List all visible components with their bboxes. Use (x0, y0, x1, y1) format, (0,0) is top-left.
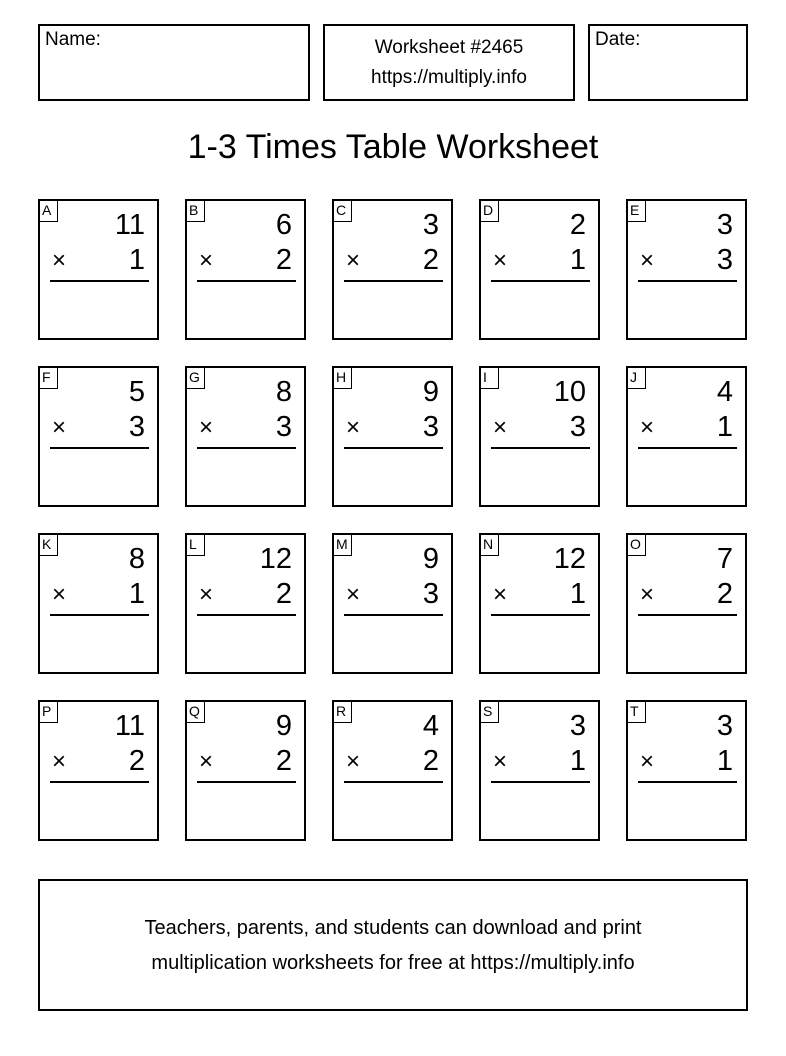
multiply-sign: × (640, 748, 655, 775)
multiply-sign: × (346, 414, 361, 441)
multiplicand: 3 (716, 209, 733, 241)
multiplicand: 8 (275, 376, 292, 408)
date-label: Date: (595, 29, 641, 50)
footer-text-line-2: multiplication worksheets for free at https://multiply.info (151, 952, 635, 974)
multiplicand: 4 (422, 710, 439, 742)
multiplier: 2 (275, 578, 292, 610)
answer-line (344, 781, 443, 783)
multiplier: 3 (716, 244, 733, 276)
multiply-sign: × (199, 247, 214, 274)
problem-label: R (334, 702, 352, 723)
problem-card[interactable] (626, 199, 747, 340)
multiply-sign: × (640, 414, 655, 441)
answer-line (50, 781, 149, 783)
multiplicand: 5 (128, 376, 145, 408)
multiplicand: 12 (553, 543, 586, 575)
answer-line (638, 280, 737, 282)
problem-label: T (628, 702, 646, 723)
problem-label: D (481, 201, 499, 222)
problem-label: M (334, 535, 352, 556)
multiplier: 2 (275, 745, 292, 777)
multiply-sign: × (346, 247, 361, 274)
answer-line (344, 447, 443, 449)
problem-label: C (334, 201, 352, 222)
worksheet-number: Worksheet #2465 (374, 37, 524, 58)
answer-line (491, 447, 590, 449)
multiply-sign: × (199, 748, 214, 775)
multiply-sign: × (346, 581, 361, 608)
problem-card[interactable] (185, 700, 306, 841)
multiplier: 1 (128, 244, 145, 276)
name-label: Name: (45, 29, 101, 50)
problem-card[interactable] (185, 533, 306, 674)
multiplier: 3 (422, 578, 439, 610)
problem-card[interactable] (479, 366, 600, 507)
multiplicand: 11 (114, 710, 145, 742)
multiply-sign: × (199, 581, 214, 608)
problem-card[interactable] (479, 533, 600, 674)
problem-card[interactable] (185, 199, 306, 340)
problem-label: H (334, 368, 352, 389)
problem-label: O (628, 535, 646, 556)
answer-line (50, 614, 149, 616)
multiply-sign: × (493, 748, 508, 775)
multiplier: 2 (716, 578, 733, 610)
problem-card[interactable] (38, 366, 159, 507)
multiply-sign: × (52, 247, 67, 274)
problem-label: L (187, 535, 205, 556)
multiplicand: 3 (716, 710, 733, 742)
problem-label: F (40, 368, 58, 389)
multiplicand: 4 (716, 376, 733, 408)
problem-label: B (187, 201, 205, 222)
multiplicand: 10 (553, 376, 586, 408)
multiplier: 1 (569, 745, 586, 777)
problem-label: S (481, 702, 499, 723)
worksheet-url[interactable]: https://multiply.info (371, 67, 527, 88)
date-field-box[interactable] (588, 24, 748, 101)
problem-label: Q (187, 702, 205, 723)
problem-card[interactable] (185, 366, 306, 507)
multiply-sign: × (199, 414, 214, 441)
worksheet-info-box (323, 24, 575, 101)
multiplicand: 9 (422, 376, 439, 408)
problem-card[interactable] (479, 199, 600, 340)
answer-line (344, 280, 443, 282)
multiplier: 3 (128, 411, 145, 443)
answer-line (197, 447, 296, 449)
multiplier: 2 (275, 244, 292, 276)
multiplier: 3 (422, 411, 439, 443)
answer-line (50, 280, 149, 282)
problem-card[interactable] (332, 199, 453, 340)
multiply-sign: × (493, 581, 508, 608)
footer-text-line-1: Teachers, parents, and students can download and print (144, 917, 642, 939)
problem-card[interactable] (38, 199, 159, 340)
multiply-sign: × (640, 247, 655, 274)
problem-label: N (481, 535, 499, 556)
multiply-sign: × (493, 247, 508, 274)
answer-line (197, 614, 296, 616)
multiplier: 3 (569, 411, 586, 443)
multiplicand: 9 (422, 543, 439, 575)
problem-card[interactable] (332, 366, 453, 507)
problem-card[interactable] (479, 700, 600, 841)
problem-label: A (40, 201, 58, 222)
problem-card[interactable] (38, 700, 159, 841)
problem-label: K (40, 535, 58, 556)
multiplicand: 6 (275, 209, 292, 241)
multiplier: 1 (716, 411, 733, 443)
answer-line (491, 781, 590, 783)
multiplicand: 11 (114, 209, 145, 241)
problem-label: P (40, 702, 58, 723)
multiplicand: 7 (716, 543, 733, 575)
multiplier: 2 (422, 244, 439, 276)
multiplier: 1 (569, 244, 586, 276)
problem-label: J (628, 368, 646, 389)
answer-line (638, 447, 737, 449)
problem-label: I (481, 368, 499, 389)
problem-card[interactable] (332, 533, 453, 674)
multiplier: 1 (128, 578, 145, 610)
multiplier: 2 (422, 745, 439, 777)
problem-card[interactable] (626, 366, 747, 507)
answer-line (197, 781, 296, 783)
page-title: 1-3 Times Table Worksheet (187, 128, 599, 166)
multiplicand: 3 (422, 209, 439, 241)
multiplier: 1 (716, 745, 733, 777)
problem-label: E (628, 201, 646, 222)
answer-line (197, 280, 296, 282)
multiply-sign: × (493, 414, 508, 441)
problem-card[interactable] (332, 700, 453, 841)
multiplicand: 9 (275, 710, 292, 742)
answer-line (344, 614, 443, 616)
multiplicand: 8 (128, 543, 145, 575)
multiplicand: 12 (259, 543, 292, 575)
problem-card[interactable] (38, 533, 159, 674)
multiply-sign: × (640, 581, 655, 608)
problem-label: G (187, 368, 205, 389)
multiplicand: 3 (569, 710, 586, 742)
answer-line (491, 614, 590, 616)
multiply-sign: × (52, 581, 67, 608)
answer-line (638, 614, 737, 616)
multiply-sign: × (52, 414, 67, 441)
multiplicand: 2 (569, 209, 586, 241)
footer-notice (38, 879, 748, 1011)
multiplier: 2 (128, 745, 145, 777)
name-field-box[interactable] (38, 24, 310, 101)
multiplier: 3 (275, 411, 292, 443)
multiplier: 1 (569, 578, 586, 610)
multiply-sign: × (346, 748, 361, 775)
answer-line (491, 280, 590, 282)
multiply-sign: × (52, 748, 67, 775)
answer-line (50, 447, 149, 449)
problem-card[interactable] (626, 700, 747, 841)
answer-line (638, 781, 737, 783)
problem-card[interactable] (626, 533, 747, 674)
